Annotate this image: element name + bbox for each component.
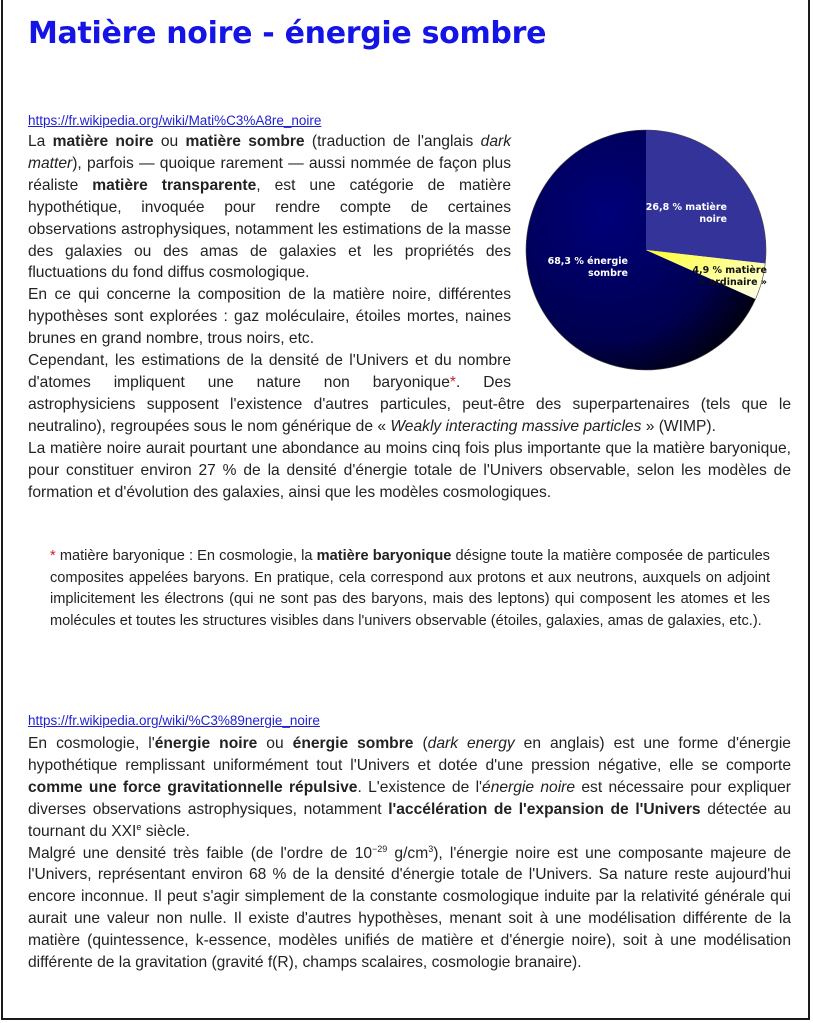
paragraph-composition: En ce qui concerne la composition de la matière noire, différentes hypothèses sont explorées : gaz moléculaire, étoiles mortes, naines brunes en grand nombre, trous noirs, etc. [28,286,511,348]
section-matiere-noire [28,131,791,503]
section-energie-sombre [28,733,791,974]
pie-label-dark-energy: 68,3 % énergie [547,256,628,267]
footnote-asterisk: * [449,373,456,391]
svg-text:« ordinaire »: « ordinaire » [699,277,767,288]
paragraph-abundance: La matière noire aurait pourtant une abondance au moins cinq fois plus importante que la matière baryonique, pour constituer environ 27 % de la densité d'énergie totale de l'Univers observable, selon les modèles de formation et d'évolution des galaxies, ainsi que les modèles cosmologiques. [28,439,791,501]
svg-text:noire: noire [699,214,727,225]
svg-text:68,3 % énergie [548,256,628,267]
paragraph-non-baryonic: Cependant, les estimations de la densité de l'Univers et du nombre d'atomes impliquent une nature non baryonique*. Des astrophysiciens supposent l'existence d'autres particules, peut-être des superpartenaires (tels que le neutralino), regroupées sous le nom générique de « Weakly interacting massive particles » (WIMP). [28,352,791,435]
wikipedia-link-matiere-noire[interactable]: https://fr.wikipedia.org/wiki/Mati%C3%A8re_noire [28,113,322,128]
svg-text:sombre: sombre [587,268,628,279]
document-page [1,0,810,1020]
svg-text:26,8 % matière [646,202,727,213]
footnote-baryonic-matter: * matière baryonique : En cosmologie, la matière baryonique désigne toute la matière composée de particules composites appelées baryons. En pratique, cela correspond aux protons et aux neutrons, auxquels on adjoint implicitement les électrons (qui ne sont pas des baryons, mais des leptons) qui composent les atomes et les molécules et toutes les structures visibles dans l'univers observable (étoiles, galaxies, amas de galaxies, etc.). [50,548,770,629]
page-title: Matière noire - énergie sombre [28,16,547,51]
pie-chart-svg [524,125,774,375]
pie-chart [519,131,791,377]
paragraph-dark-energy-definition: En cosmologie, l'énergie noire ou énergie sombre (dark energy en anglais) est une forme d'énergie hypothétique remplissant uniformément tout l'Univers et dotée d'une pression négative, elle se comporte comme une force gravitationnelle répulsive. L'existence de l'énergie noire est nécessaire pour expliquer diverses observations astrophysiques, notamment l'accélération de l'expansion de l'Univers détectée au tournant du XXIe siècle. [28,735,791,840]
pie-label-ordinary-matter: 4,9 % matière [692,265,767,276]
paragraph-definition: La matière noire ou matière sombre (traduction de l'anglais dark matter), parfois — quoique rarement — aussi nommée de façon plus réaliste matière transparente, est une catégorie de matière hypothétique, invoquée pour rendre compte de certaines observations astrophysiques, notamment les estimations de la masse des galaxies ou des amas de galaxies et les propriétés des fluctuations du fond diffus cosmologique. [28,133,511,282]
pie-slice-dark-matter [646,130,766,264]
paragraph-dark-energy-density: Malgré une densité très faible (de l'ordre de $10^{-29}$ $g/cm^3$), l'énergie noire est une composante majeure de l'Univers, représentant environ 68 % de la densité d'énergie totale de l'Univers. Sa nature reste aujourd'hui encore inconnue. Il peut s'agir simplement de la constante cosmologique induite par la relativité générale qui aurait une valeur non nulle. Il existe d'autres hypothèses, menant soit à une modélisation différente de la matière (quintessence, k-essence, modèles unifiés de matière et d'énergie noire), soit à une modélisation différente de la gravitation (gravité f(R), champs scalaires, cosmologie branaire). [28,843,791,972]
wikipedia-link-energie-noire[interactable]: https://fr.wikipedia.org/wiki/%C3%89nergie_noire [28,713,320,728]
svg-text:4,9 % matière [692,265,767,276]
footnote-asterisk-marker: * [50,548,56,564]
pie-label-dark-matter: 26,8 % matière [645,202,727,213]
